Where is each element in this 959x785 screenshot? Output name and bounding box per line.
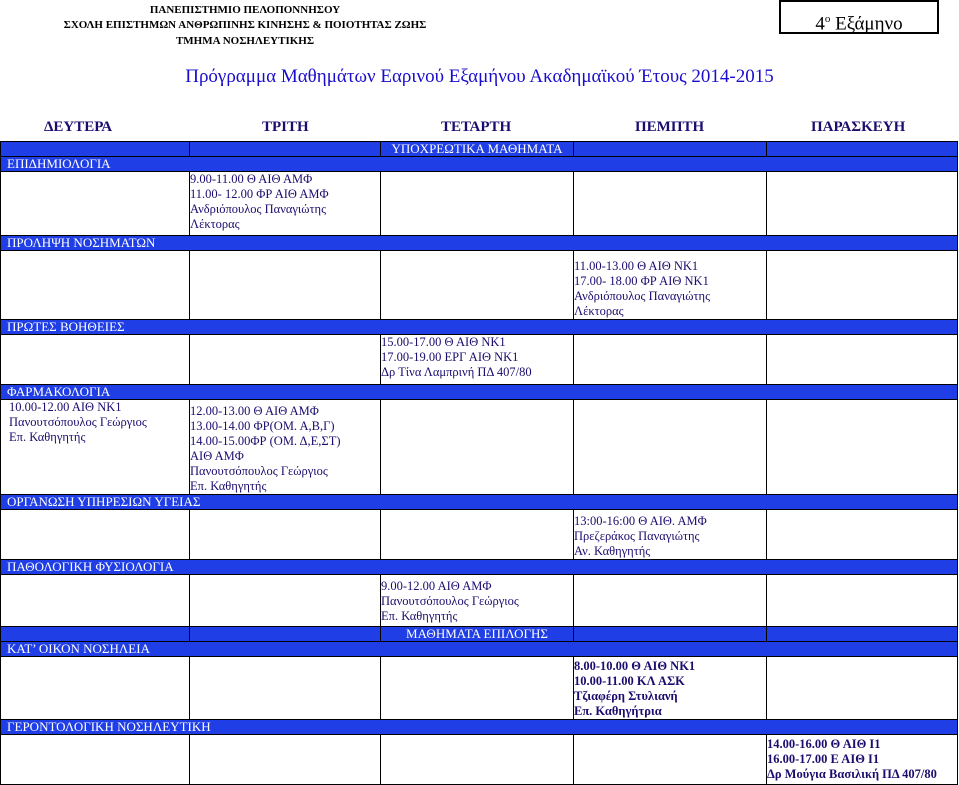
schedule-line: Δρ Μούγια Βασιλική ΠΔ 407/80 bbox=[767, 767, 937, 781]
schedule-line: Πανουτσόπουλος Γεώργιος bbox=[190, 464, 328, 478]
mandatory-section-header: ΥΠΟΧΡΕΩΤΙΚΑ ΜΑΘΗΜΑΤΑ bbox=[381, 142, 574, 157]
schedule-line: 15.00-17.00 Θ ΑΙΘ ΝΚ1 bbox=[381, 335, 506, 349]
schedule-line: 10.00-11.00 ΚΛ ΑΣΚ bbox=[574, 674, 685, 688]
course-name: ΠΡΟΛΗΨΗ ΝΟΣΗΜΑΤΩΝ bbox=[7, 235, 156, 250]
course-band-organosi bbox=[1, 495, 958, 510]
slot-katoikon-thu bbox=[574, 657, 767, 720]
course-name: ΕΠΙΔΗΜΙΟΛΟΓΙΑ bbox=[7, 156, 111, 171]
schedule-line: Τζιαφέρη Στυλιανή bbox=[574, 689, 678, 703]
schedule-line: Πανουτσόπουλος Γεώργιος bbox=[9, 415, 147, 429]
course-band-pathologiki bbox=[1, 560, 958, 575]
schedule-line: 17.00-19.00 ΕΡΓ ΑΙΘ ΝΚ1 bbox=[381, 350, 519, 364]
course-band-farmakologia bbox=[1, 385, 958, 400]
schedule-line: Δρ Τίνα Λαμπρινή ΠΔ 407/80 bbox=[381, 365, 532, 379]
schedule-line: Λέκτορας bbox=[190, 217, 240, 231]
schedule-line: 9.00-12.00 ΑΙΘ ΑΜΦ bbox=[381, 579, 492, 593]
day-wednesday: ΤΕΤΑΡΤΗ bbox=[441, 119, 512, 135]
semester-ordinal: ο bbox=[824, 13, 831, 25]
schedule-line: 12.00-13.00 Θ ΑΙΘ ΑΜΦ bbox=[190, 404, 319, 418]
day-monday: ΔΕΥΤΕΡΑ bbox=[44, 119, 113, 135]
schedule-line: 11.00- 12.00 ΦΡ ΑΙΘ ΑΜΦ bbox=[190, 187, 329, 201]
slot-gerontologiki-fri bbox=[767, 735, 958, 785]
course-name: ΓΕΡΟΝΤΟΛΟΓΙΚΗ ΝΟΣΗΛΕΥΤΙΚΗ bbox=[7, 719, 211, 734]
elective-section-header: ΜΑΘΗΜΑΤΑ ΕΠΙΛΟΓΗΣ bbox=[381, 627, 574, 642]
semester-number: 4 bbox=[815, 13, 825, 35]
slot-organosi-thu bbox=[574, 510, 767, 560]
schedule-line: 14.00-15.00ΦΡ (ΟΜ. Δ,Ε,ΣΤ) bbox=[190, 434, 341, 448]
course-name: ΦΑΡΜΑΚΟΛΟΓΙΑ bbox=[7, 384, 111, 399]
course-name: ΚΑΤ’ ΟΙΚΟΝ ΝΟΣΗΛΕΙΑ bbox=[7, 641, 150, 656]
schedule-line: 11.00-13.00 Θ ΑΙΘ ΝΚ1 bbox=[574, 259, 699, 273]
day-thursday: ΠΕΜΠΤΗ bbox=[635, 119, 705, 135]
schedule-line: Ανδριόπουλος Παναγιώτης bbox=[574, 289, 711, 303]
schedule-line: Πρεζεράκος Παναγιώτης bbox=[574, 529, 700, 543]
course-name: ΠΑΘΟΛΟΓΙΚΗ ΦΥΣΙΟΛΟΓΙΑ bbox=[7, 559, 174, 574]
timetable bbox=[0, 141, 958, 785]
schedule-line: 8.00-10.00 Θ ΑΙΘ ΝΚ1 bbox=[574, 659, 696, 673]
schedule-line: 10.00-12.00 ΑΙΘ ΝΚ1 bbox=[9, 400, 122, 414]
schedule-line: Επ. Καθηγητής bbox=[381, 609, 458, 623]
schedule-line: Αν. Καθηγητής bbox=[574, 544, 651, 558]
page-title: Πρόγραμμα Μαθημάτων Εαρινού Εξαμήνου Ακαδημαϊκού Έτους 2014-2015 bbox=[185, 66, 774, 87]
schedule-line: 9.00-11.00 Θ ΑΙΘ ΑΜΦ bbox=[190, 172, 313, 186]
slot-farmakologia-mon bbox=[1, 400, 190, 495]
schedule-line: Πανουτσόπουλος Γεώργιος bbox=[381, 594, 519, 608]
school-name: ΣΧΟΛΗ ΕΠΙΣΤΗΜΩΝ ΑΝΘΡΩΠΙΝΗΣ ΚΙΝΗΣΗΣ & ΠΟΙΟΤΗΤΑΣ ΖΩΗΣ bbox=[63, 19, 427, 31]
schedule-line: 13:00-16:00 Θ ΑΙΘ. ΑΜΦ bbox=[574, 514, 707, 528]
schedule-line: Ανδριόπουλος Παναγιώτης bbox=[190, 202, 327, 216]
slot-protes-voitheies-wed bbox=[381, 335, 574, 385]
day-friday: ΠΑΡΑΣΚΕΥΗ bbox=[811, 119, 906, 135]
course-band-epidimiologia bbox=[1, 157, 958, 172]
university-name: ΠΑΝΕΠΙΣΤΗΜΙΟ ΠΕΛΟΠΟΝΝΗΣΟΥ bbox=[149, 4, 341, 16]
schedule-line: 17.00- 18.00 ΦΡ ΑΙΘ ΝΚ1 bbox=[574, 274, 709, 288]
schedule-line: Επ. Καθηγήτρια bbox=[574, 704, 662, 718]
slot-pathologiki-wed bbox=[381, 575, 574, 627]
slot-prolipsi-thu bbox=[574, 251, 767, 320]
course-name: ΟΡΓΑΝΩΣΗ ΥΠΗΡΕΣΙΩΝ ΥΓΕΙΑΣ bbox=[7, 494, 201, 509]
department-name: ΤΜΗΜΑ ΝΟΣΗΛΕΥΤΙΚΗΣ bbox=[175, 35, 315, 47]
schedule-line: Επ. Καθηγητής bbox=[190, 479, 267, 493]
schedule-line: Λέκτορας bbox=[574, 304, 624, 318]
semester-label bbox=[779, 0, 939, 34]
schedule-line: ΑΙΘ ΑΜΦ bbox=[190, 449, 244, 463]
course-band-protes-voitheies bbox=[1, 320, 958, 335]
slot-farmakologia-tue bbox=[190, 400, 381, 495]
day-tuesday: ΤΡΙΤΗ bbox=[262, 119, 309, 135]
schedule-line: Επ. Καθηγητής bbox=[9, 430, 86, 444]
course-band-gerontologiki bbox=[1, 720, 958, 735]
course-name: ΠΡΩΤΕΣ ΒΟΗΘΕΙΕΣ bbox=[7, 319, 125, 334]
course-band-katoikon bbox=[1, 642, 958, 657]
slot-epidimiologia-tue bbox=[190, 172, 381, 236]
schedule-line: 14.00-16.00 Θ ΑΙΘ Ι1 bbox=[767, 737, 881, 751]
course-band-prolipsi bbox=[1, 236, 958, 251]
semester-word: Εξάμηνο bbox=[835, 13, 903, 35]
schedule-line: 16.00-17.00 Ε ΑΙΘ Ι1 bbox=[767, 752, 880, 766]
schedule-line: 13.00-14.00 ΦΡ(ΟΜ. Α,Β,Γ) bbox=[190, 419, 335, 433]
